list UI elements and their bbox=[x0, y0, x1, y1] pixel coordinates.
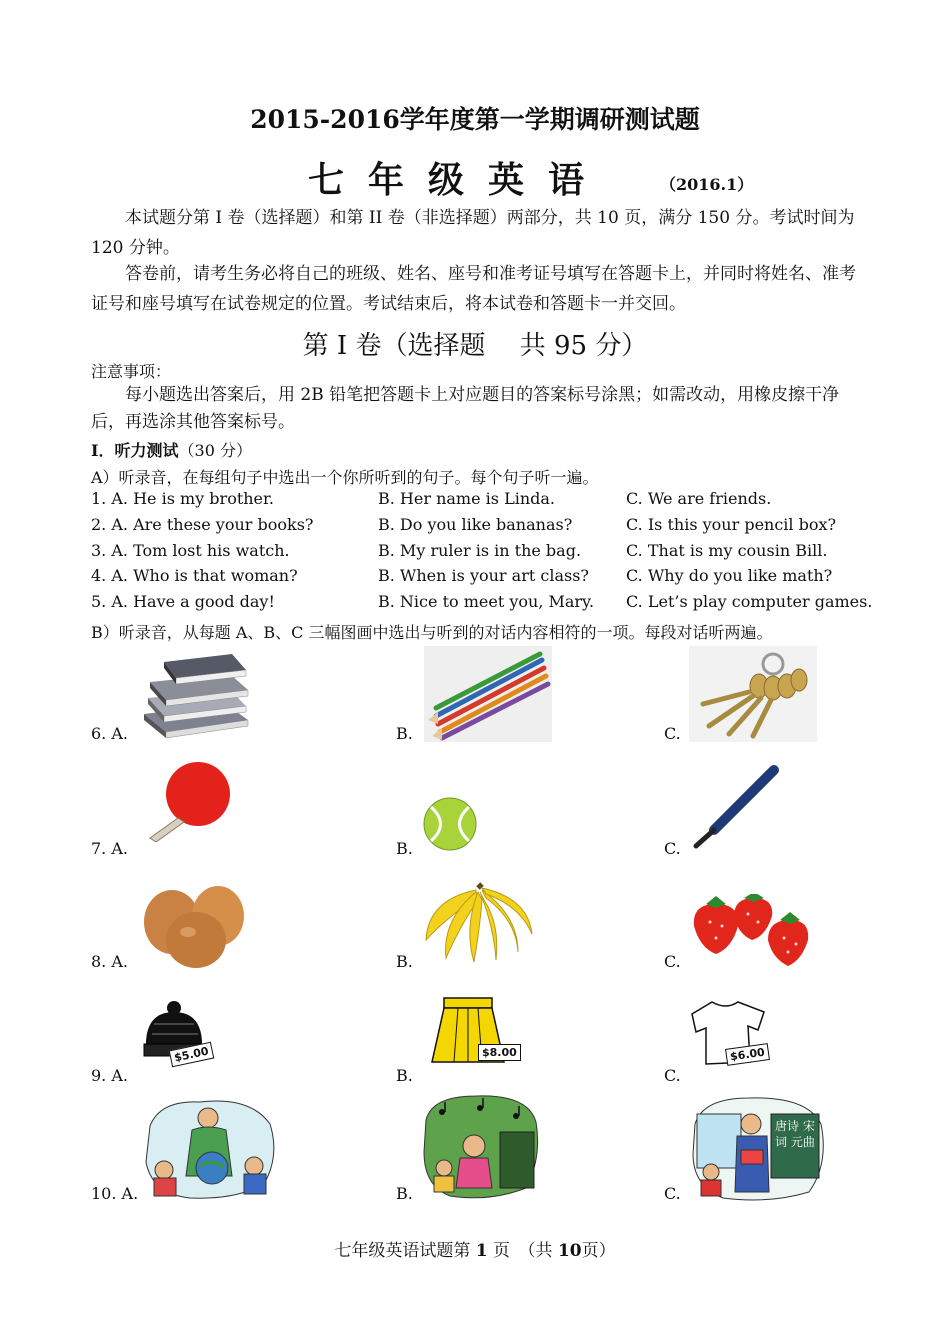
section-title: 第 I 卷（选择题 共 95 分） bbox=[302, 331, 648, 361]
music-class-icon bbox=[420, 1092, 540, 1202]
question-2-option-c: C. Is this your pencil box? bbox=[626, 515, 837, 534]
question-10-label-c: C. bbox=[664, 1184, 681, 1203]
hat-price-tag: $5.00 bbox=[169, 1042, 214, 1068]
part-heading-title: 听力测试 bbox=[114, 441, 179, 460]
question-1-option-a: 1. A. He is my brother. bbox=[91, 489, 274, 508]
t-shirt-icon bbox=[690, 996, 780, 1072]
footer-text-mid: 页 （共 bbox=[487, 1241, 558, 1261]
question-3-option-c: C. That is my cousin Bill. bbox=[626, 541, 828, 560]
exam-subtitle: 七年级英语 bbox=[308, 159, 609, 201]
geography-class-icon bbox=[140, 1096, 280, 1200]
footer-text-pre: 七年级英语试题第 bbox=[334, 1241, 476, 1261]
question-1-option-c: C. We are friends. bbox=[626, 489, 772, 508]
skirt-price-tag: $8.00 bbox=[478, 1044, 521, 1061]
notes-label: 注意事项： bbox=[91, 362, 172, 381]
question-5-option-c: C. Let’s play computer games. bbox=[626, 592, 873, 611]
hat-icon bbox=[140, 1000, 222, 1072]
question-7-label-b: B. bbox=[396, 839, 413, 858]
question-2-option-a: 2. A. Are these your books? bbox=[91, 515, 314, 534]
question-5-option-a: 5. A. Have a good day! bbox=[91, 592, 275, 611]
blackboard-text: 唐诗 宋词 元曲 bbox=[775, 1119, 815, 1149]
ping-pong-paddle-icon bbox=[140, 760, 236, 842]
question-3-option-b: B. My ruler is in the bag. bbox=[378, 541, 582, 560]
baseball-bat-icon bbox=[690, 764, 782, 850]
exam-title: 2015-2016学年度第一学期调研测试题 bbox=[250, 105, 700, 134]
question-7-label-a: 7. A. bbox=[91, 839, 128, 858]
eggs-icon bbox=[140, 882, 250, 970]
part-heading-score: （30 分） bbox=[178, 441, 252, 460]
notes-text: 每小题选出答案后，用 2B 铅笔把答题卡上对应题目的答案标号涂黑；如需改动，用橡皮擦干净后，再选涂其他答案标号。 bbox=[91, 385, 840, 432]
question-9-label-b: B. bbox=[396, 1066, 413, 1085]
question-8-label-a: 8. A. bbox=[91, 952, 128, 971]
strawberries-icon bbox=[688, 894, 812, 970]
footer-text-post: 页） bbox=[581, 1241, 616, 1261]
intro-paragraph-1: 本试题分第 I 卷（选择题）和第 II 卷（非选择题）两部分，共 10 页，满分 150 分。考试时间为 120 分钟。 bbox=[91, 208, 855, 258]
question-8-label-b: B. bbox=[396, 952, 413, 971]
question-6-label-c: C. bbox=[664, 724, 681, 743]
question-7-label-c: C. bbox=[664, 839, 681, 858]
question-5-option-b: B. Nice to meet you, Mary. bbox=[378, 592, 595, 611]
exam-date: （2016.1） bbox=[660, 175, 754, 194]
question-4-option-b: B. When is your art class? bbox=[378, 566, 589, 585]
keys-icon bbox=[689, 646, 817, 742]
question-6-label-b: B. bbox=[396, 724, 413, 743]
question-3-option-a: 3. A. Tom lost his watch. bbox=[91, 541, 290, 560]
question-9-label-a: 9. A. bbox=[91, 1066, 128, 1085]
pencils-icon bbox=[424, 646, 552, 742]
bananas-icon bbox=[420, 880, 536, 964]
question-4-option-a: 4. A. Who is that woman? bbox=[91, 566, 298, 585]
footer-total-pages: 10 bbox=[557, 1241, 582, 1261]
books-icon bbox=[136, 648, 254, 740]
intro-paragraph-2: 答卷前，请考生务必将自己的班级、姓名、座号和准考证号填写在答题卡上，并同时将姓名、准考证号和座号填写在试卷规定的位置。考试结束后，将本试卷和答题卡一并交回。 bbox=[91, 264, 856, 314]
question-4-option-c: C. Why do you like math? bbox=[626, 566, 833, 585]
part-heading bbox=[91, 438, 252, 461]
tennis-ball-icon bbox=[421, 795, 479, 853]
question-10-label-b: B. bbox=[396, 1184, 413, 1203]
chinese-class-icon bbox=[689, 1094, 827, 1202]
skirt-icon bbox=[424, 996, 524, 1072]
partB-instruction: B）听录音，从每题 A、B、C 三幅图画中选出与听到的对话内容相符的一项。每段对话听两遍。 bbox=[91, 623, 773, 642]
part-heading-num: I． bbox=[91, 441, 115, 460]
question-8-label-c: C. bbox=[664, 952, 681, 971]
question-6-label-a: 6. A. bbox=[91, 724, 128, 743]
question-2-option-b: B. Do you like bananas? bbox=[378, 515, 573, 534]
page-footer bbox=[0, 1236, 950, 1261]
question-10-label-a: 10. A. bbox=[91, 1184, 139, 1203]
question-9-label-c: C. bbox=[664, 1066, 681, 1085]
partA-instruction: A）听录音，在每组句子中选出一个你所听到的句子。每个句子听一遍。 bbox=[91, 468, 599, 487]
t-shirt-price-tag: $6.00 bbox=[725, 1043, 770, 1066]
question-1-option-b: B. Her name is Linda. bbox=[378, 489, 555, 508]
footer-page-number: 1 bbox=[475, 1241, 488, 1261]
